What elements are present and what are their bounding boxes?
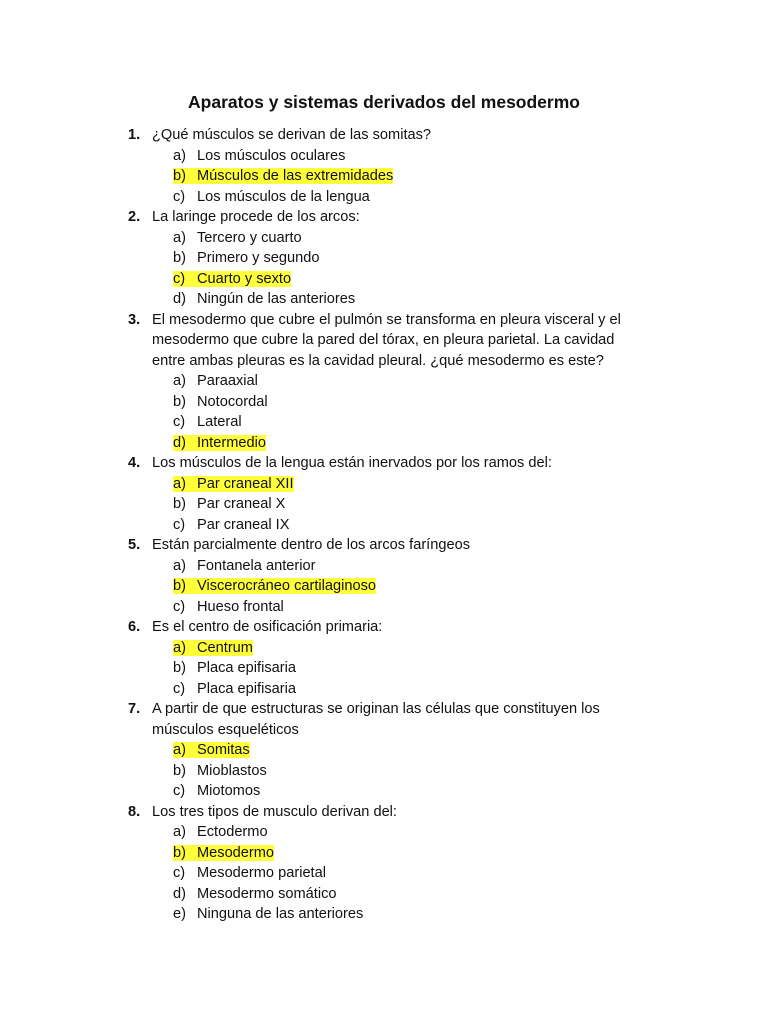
answer-option	[128, 884, 748, 905]
option-letter: c)	[173, 865, 186, 881]
answer-option	[128, 904, 748, 925]
option-letter: c)	[173, 783, 186, 799]
question-text: La laringe procede de los arcos:	[152, 209, 360, 225]
option-text: Viscerocráneo cartilaginoso	[197, 578, 377, 594]
option-content	[173, 742, 250, 758]
option-list	[128, 474, 748, 536]
option-text: Placa epifisaria	[197, 680, 296, 697]
question-number: 4.	[128, 455, 141, 471]
question-text-line	[128, 310, 748, 331]
option-letter: c)	[173, 680, 186, 697]
question-text: músculos esqueléticos	[152, 721, 299, 738]
question-text-line	[128, 617, 748, 638]
option-text: Somitas	[197, 742, 250, 758]
option-letter: d)	[173, 434, 186, 451]
answer-option-highlighted	[128, 576, 748, 597]
question-text-line	[128, 699, 748, 720]
question-text-line	[128, 802, 748, 823]
option-text: Par craneal XII	[197, 475, 294, 492]
option-letter: a)	[173, 147, 186, 164]
option-text: Ectodermo	[197, 824, 268, 840]
answer-option	[128, 515, 748, 536]
option-letter: c)	[173, 414, 186, 430]
option-content	[173, 394, 268, 410]
answer-option	[128, 146, 748, 167]
question-number: 8.	[128, 803, 141, 820]
question-number: 6.	[128, 619, 141, 635]
option-list	[128, 740, 748, 802]
option-letter: a)	[173, 475, 186, 492]
option-letter: b)	[173, 762, 186, 779]
question-text: mesodermo que cubre la pared del tórax, en pleura parietal. La cavidad	[152, 332, 615, 348]
question-text-line	[128, 453, 748, 474]
question-5	[128, 535, 748, 617]
question-number: 3.	[128, 311, 141, 328]
option-text: Cuarto y sexto	[197, 270, 292, 287]
option-text: Mioblastos	[197, 762, 267, 779]
option-text: Par craneal X	[197, 496, 286, 512]
option-list	[128, 638, 748, 700]
question-number: 7.	[128, 701, 141, 717]
option-content	[173, 168, 393, 184]
option-text: Fontanela anterior	[197, 557, 316, 574]
option-content	[173, 763, 267, 779]
option-content	[173, 189, 370, 205]
answer-option	[128, 392, 748, 413]
option-content	[173, 660, 296, 676]
answer-option	[128, 289, 748, 310]
answer-option-highlighted	[128, 843, 748, 864]
answer-option	[128, 822, 748, 843]
answer-option-highlighted	[128, 740, 748, 761]
option-list	[128, 822, 748, 925]
option-text: Par craneal IX	[197, 516, 290, 533]
option-content	[173, 435, 266, 451]
option-list	[128, 146, 748, 208]
option-list	[128, 371, 748, 453]
option-text: Los músculos oculares	[197, 147, 346, 164]
option-text: Mesodermo parietal	[197, 865, 326, 881]
option-letter: c)	[173, 598, 186, 615]
question-number: 5.	[128, 537, 141, 553]
question-8	[128, 802, 748, 925]
option-content	[173, 681, 296, 697]
option-text: Placa epifisaria	[197, 660, 296, 676]
question-4	[128, 453, 748, 535]
option-content	[173, 640, 253, 656]
option-text: Miotomos	[197, 783, 261, 799]
question-text-line	[128, 125, 748, 146]
question-6	[128, 617, 748, 699]
question-text-line	[128, 535, 748, 556]
option-letter: c)	[173, 516, 186, 533]
question-7	[128, 699, 748, 802]
question-text: entre ambas pleuras es la cavidad pleural. ¿qué mesodermo es este?	[152, 352, 604, 369]
option-letter: a)	[173, 742, 186, 758]
answer-option	[128, 187, 748, 208]
option-content	[173, 599, 284, 615]
option-text: Hueso frontal	[197, 598, 284, 615]
question-text-line	[128, 720, 748, 741]
question-text-line	[128, 351, 748, 372]
option-content	[173, 148, 345, 164]
option-content	[173, 230, 302, 246]
question-text: A partir de que estructuras se originan las células que constituyen los	[152, 701, 600, 717]
page-title: Aparatos y sistemas derivados del mesodermo	[188, 92, 580, 112]
option-content	[173, 291, 355, 307]
answer-option-highlighted	[128, 638, 748, 659]
answer-option	[128, 412, 748, 433]
option-content	[173, 886, 337, 902]
option-content	[173, 271, 291, 287]
option-text: Intermedio	[197, 434, 266, 451]
option-letter: b)	[173, 393, 186, 410]
option-letter: b)	[173, 168, 186, 184]
question-text-line	[128, 207, 748, 228]
option-letter: a)	[173, 557, 186, 574]
question-text-line	[128, 330, 748, 351]
question-1	[128, 125, 748, 207]
question-text: Están parcialmente dentro de los arcos faríngeos	[152, 537, 470, 553]
question-text: Es el centro de osificación primaria:	[152, 619, 383, 635]
option-text: Paraaxial	[197, 373, 258, 389]
answer-option	[128, 781, 748, 802]
question-3	[128, 310, 748, 454]
option-content	[173, 414, 242, 430]
answer-option	[128, 228, 748, 249]
answer-option	[128, 371, 748, 392]
option-text: Primero y segundo	[197, 250, 320, 266]
option-text: Los músculos de la lengua	[197, 188, 370, 205]
option-content	[173, 558, 315, 574]
option-content	[173, 517, 289, 533]
option-letter: b)	[173, 660, 186, 676]
option-content	[173, 845, 274, 861]
option-letter: d)	[173, 291, 186, 307]
option-letter: c)	[173, 188, 186, 205]
option-text: Tercero y cuarto	[197, 229, 302, 246]
answer-option	[128, 761, 748, 782]
answer-option	[128, 658, 748, 679]
option-content	[173, 865, 326, 881]
option-content	[173, 783, 260, 799]
option-content	[173, 496, 285, 512]
answer-option	[128, 556, 748, 577]
option-content	[173, 476, 294, 492]
question-number: 2.	[128, 209, 141, 225]
question-text: Los músculos de la lengua están inervados por los ramos del:	[152, 455, 552, 471]
option-text: Músculos de las extremidades	[197, 168, 394, 184]
option-letter: c)	[173, 270, 186, 287]
answer-option-highlighted	[128, 166, 748, 187]
answer-option	[128, 863, 748, 884]
option-letter: b)	[173, 496, 186, 512]
option-content	[173, 373, 258, 389]
option-letter: a)	[173, 824, 186, 840]
option-content	[173, 578, 376, 594]
option-text: Mesodermo somático	[197, 885, 337, 902]
option-list	[128, 556, 748, 618]
option-content	[173, 824, 268, 840]
option-text: Ningún de las anteriores	[197, 291, 356, 307]
question-text: ¿Qué músculos se derivan de las somitas?	[152, 127, 432, 143]
answer-option-highlighted	[128, 269, 748, 290]
option-letter: b)	[173, 250, 186, 266]
option-letter: e)	[173, 906, 186, 922]
question-text: Los tres tipos de musculo derivan del:	[152, 803, 397, 820]
option-letter: a)	[173, 229, 186, 246]
question-list	[128, 125, 748, 925]
option-text: Lateral	[197, 414, 242, 430]
answer-option	[128, 679, 748, 700]
answer-option	[128, 248, 748, 269]
option-text: Notocordal	[197, 393, 268, 410]
option-list	[128, 228, 748, 310]
option-text: Ninguna de las anteriores	[197, 906, 364, 922]
answer-option	[128, 597, 748, 618]
option-content	[173, 906, 363, 922]
answer-option-highlighted	[128, 433, 748, 454]
option-text: Centrum	[197, 639, 253, 656]
option-letter: a)	[173, 639, 186, 656]
question-number: 1.	[128, 127, 141, 143]
question-2	[128, 207, 748, 310]
option-letter: a)	[173, 373, 186, 389]
answer-option-highlighted	[128, 474, 748, 495]
option-letter: b)	[173, 844, 186, 861]
question-text: El mesodermo que cubre el pulmón se transforma en pleura visceral y el	[152, 311, 621, 328]
answer-option	[128, 494, 748, 515]
option-letter: b)	[173, 578, 186, 594]
option-letter: d)	[173, 885, 186, 902]
option-text: Mesodermo	[197, 844, 275, 861]
option-content	[173, 250, 320, 266]
